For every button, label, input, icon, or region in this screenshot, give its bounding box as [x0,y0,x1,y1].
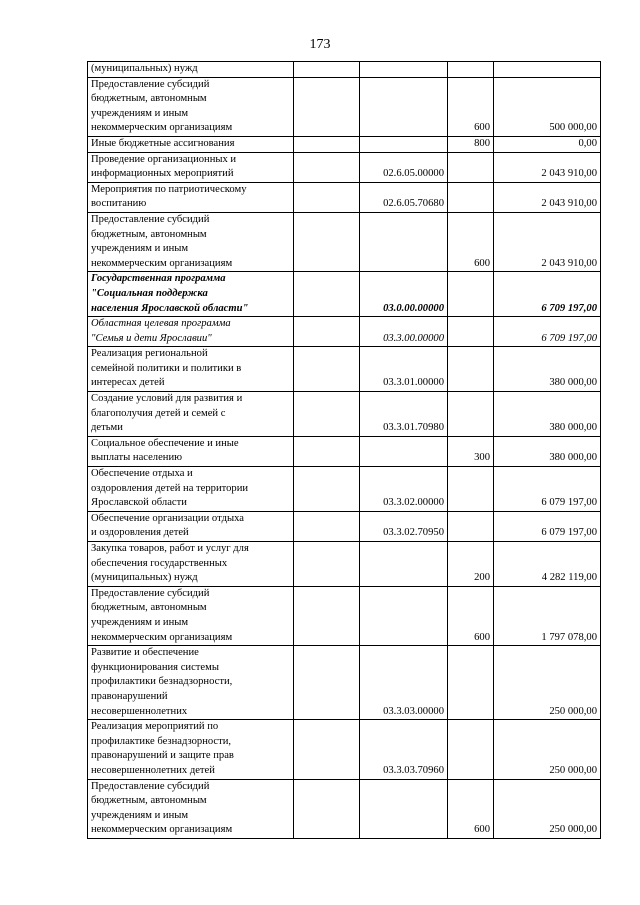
table-row [88,77,601,136]
row-name-cell: Закупка товаров, работ и услуг для обеспечения государственных (муниципальных) нужд [88,542,294,587]
table-row [88,720,601,779]
row-vr-cell [448,152,494,182]
row-amount-cell: 2 043 910,00 [494,212,601,271]
row-name-cell: Обеспечение организации отдыха и оздоровления детей [88,511,294,541]
row-vr-cell [448,182,494,212]
row-amount-cell: 2 043 910,00 [494,152,601,182]
row-name-cell: Предоставление субсидий бюджетным, автономным учреждениям и иным некоммерческим организациям [88,77,294,136]
row-name-cell: Мероприятия по патриотическому воспитанию [88,182,294,212]
row-amount-cell: 380 000,00 [494,392,601,437]
row-code-cell: 02.6.05.00000 [360,152,448,182]
table-row [88,152,601,182]
row-vr-cell: 600 [448,77,494,136]
row-amount-cell: 250 000,00 [494,779,601,838]
row-vr-cell [448,392,494,437]
row-blank-cell [294,586,360,645]
row-name-cell: Предоставление субсидий бюджетным, автономным учреждениям и иным некоммерческим организациям [88,779,294,838]
row-blank-cell [294,272,360,317]
row-vr-cell [448,646,494,720]
row-code-cell [360,779,448,838]
row-amount-cell: 6 709 197,00 [494,317,601,347]
row-amount-cell: 4 282 119,00 [494,542,601,587]
row-code-cell [360,62,448,78]
row-vr-cell [448,272,494,317]
row-code-cell [360,212,448,271]
row-amount-cell: 500 000,00 [494,77,601,136]
row-vr-cell [448,511,494,541]
row-code-cell [360,586,448,645]
budget-table-body [88,62,601,839]
row-blank-cell [294,392,360,437]
row-blank-cell [294,646,360,720]
table-row [88,392,601,437]
row-amount-cell [494,62,601,78]
row-code-cell [360,436,448,466]
row-amount-cell: 250 000,00 [494,646,601,720]
row-blank-cell [294,182,360,212]
row-code-cell: 03.3.03.00000 [360,646,448,720]
row-code-cell [360,136,448,152]
row-name-cell: Государственная программа "Социальная поддержка населения Ярославской области" [88,272,294,317]
row-code-cell: 03.3.01.00000 [360,347,448,392]
table-row [88,347,601,392]
row-name-cell: Предоставление субсидий бюджетным, автономным учреждениям и иным некоммерческим организациям [88,212,294,271]
table-row [88,272,601,317]
row-code-cell: 03.3.01.70980 [360,392,448,437]
row-name-cell: Обеспечение отдыха и оздоровления детей на территории Ярославской области [88,467,294,512]
row-vr-cell: 600 [448,586,494,645]
table-row [88,136,601,152]
row-vr-cell [448,347,494,392]
row-name-cell: Социальное обеспечение и иные выплаты населению [88,436,294,466]
row-vr-cell: 600 [448,779,494,838]
table-row [88,779,601,838]
budget-table [87,61,601,839]
table-row [88,511,601,541]
row-blank-cell [294,720,360,779]
table-row [88,62,601,78]
row-amount-cell: 2 043 910,00 [494,182,601,212]
row-vr-cell [448,317,494,347]
row-blank-cell [294,317,360,347]
row-code-cell [360,542,448,587]
row-name-cell: Создание условий для развития и благополучия детей и семей с детьми [88,392,294,437]
row-name-cell: (муниципальных) нужд [88,62,294,78]
row-amount-cell: 380 000,00 [494,436,601,466]
row-blank-cell [294,152,360,182]
row-blank-cell [294,779,360,838]
row-name-cell: Иные бюджетные ассигнования [88,136,294,152]
row-amount-cell: 0,00 [494,136,601,152]
row-vr-cell: 600 [448,212,494,271]
row-blank-cell [294,511,360,541]
table-row [88,317,601,347]
row-code-cell: 03.3.02.70950 [360,511,448,541]
row-blank-cell [294,136,360,152]
row-code-cell: 03.3.02.00000 [360,467,448,512]
row-name-cell: Реализация региональной семейной политики и политики в интересах детей [88,347,294,392]
table-row [88,212,601,271]
row-name-cell: Реализация мероприятий по профилактике безнадзорности, правонарушений и защите прав несовершеннолетних детей [88,720,294,779]
row-blank-cell [294,542,360,587]
row-amount-cell: 6 079 197,00 [494,511,601,541]
row-vr-cell: 800 [448,136,494,152]
row-vr-cell [448,720,494,779]
row-code-cell: 03.3.00.00000 [360,317,448,347]
table-row [88,586,601,645]
row-name-cell: Развитие и обеспечение функционирования системы профилактики безнадзорности, правонарушений несовершеннолетних [88,646,294,720]
row-name-cell: Проведение организационных и информационных мероприятий [88,152,294,182]
row-blank-cell [294,212,360,271]
row-code-cell: 03.3.03.70960 [360,720,448,779]
row-code-cell: 02.6.05.70680 [360,182,448,212]
row-blank-cell [294,467,360,512]
row-vr-cell: 300 [448,436,494,466]
table-row [88,646,601,720]
table-row [88,467,601,512]
row-code-cell: 03.0.00.00000 [360,272,448,317]
table-row [88,182,601,212]
row-blank-cell [294,77,360,136]
row-amount-cell: 380 000,00 [494,347,601,392]
row-amount-cell: 6 079 197,00 [494,467,601,512]
row-name-cell: Областная целевая программа "Семья и дети Ярославии" [88,317,294,347]
row-amount-cell: 6 709 197,00 [494,272,601,317]
row-vr-cell [448,467,494,512]
row-vr-cell: 200 [448,542,494,587]
row-blank-cell [294,62,360,78]
row-vr-cell [448,62,494,78]
page-number: 173 [309,37,331,52]
row-blank-cell [294,436,360,466]
row-amount-cell: 250 000,00 [494,720,601,779]
row-blank-cell [294,347,360,392]
row-code-cell [360,77,448,136]
table-row [88,542,601,587]
row-name-cell: Предоставление субсидий бюджетным, автономным учреждениям и иным некоммерческим организациям [88,586,294,645]
table-row [88,436,601,466]
row-amount-cell: 1 797 078,00 [494,586,601,645]
